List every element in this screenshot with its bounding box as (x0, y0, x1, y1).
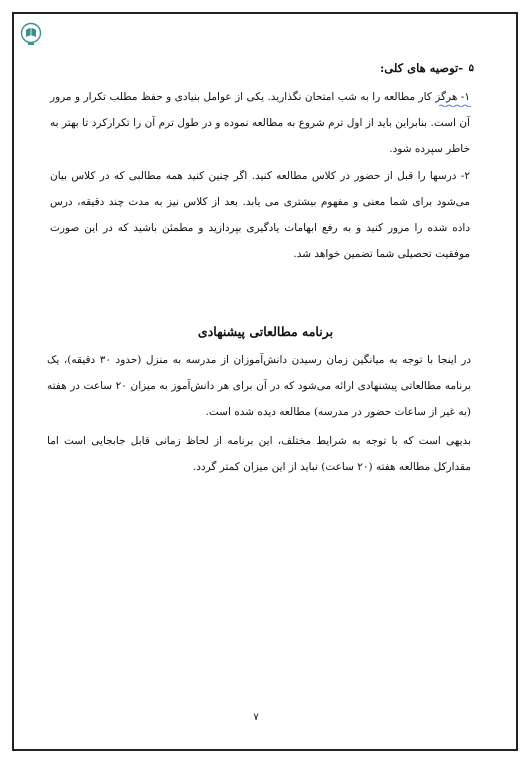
program-title: برنامه مطالعاتی پیشنهادی (197, 324, 334, 339)
recommendation-item-2: ۲- درسها را قبل از حضور در کلاس مطالعه کنید. اگر چنین کنید همه مطالبی که در کلاس بیان می‌شود برای شما معنی و مفهوم بیشتری می یابد. بعد از کلاس نیز به مدت چند دقیقه، درس داده شده را مرور کنید و به رفع ابهامات یادگیری بپردازید و مطمئن باشید که در این صورت موفقیت تحصیلی شما تضمین خواهد شد. (50, 170, 470, 260)
section-number: ۵ (468, 63, 474, 74)
program-paragraph-1: در اینجا با توجه به میانگین زمان رسیدن دانش‌آموزان از مدرسه به منزل (حدود ۳۰ دقیقه)، یک برنامه مطالعاتی پیشنهادی ارائه می‌شود که در آن برای هر دانش‌آموز به میزان ۲۰ ساعت در هفته (به غیر از ساعات حضور در مدرسه) مطالعه دیده شده است. (47, 354, 471, 418)
school-emblem-icon (20, 22, 42, 46)
program-paragraph-2: بدیهی است که با توجه به شرایط مختلف، این برنامه از لحاظ زمانی قابل جابجایی است اما مقدارکل مطالعه هفته (۲۰ ساعت) نباید از این میزان کمتر گردد. (47, 435, 471, 473)
recommendation-item-1: ۱- هرگز کار مطالعه را به شب امتحان نگذارید. یکی از عوامل بنیادی و حفظ مطلب تکرار و مرور آن است. بنابراین باید از اول ترم شروع به مطالعه نموده و در طول ترم آن را تکرارکرد تا بهتر به خاطر سپرده شود. (50, 91, 470, 155)
spellcheck-underline (439, 104, 471, 107)
section-title: -توصیه های کلی: (379, 61, 463, 75)
page-number: ۷ (253, 712, 259, 723)
